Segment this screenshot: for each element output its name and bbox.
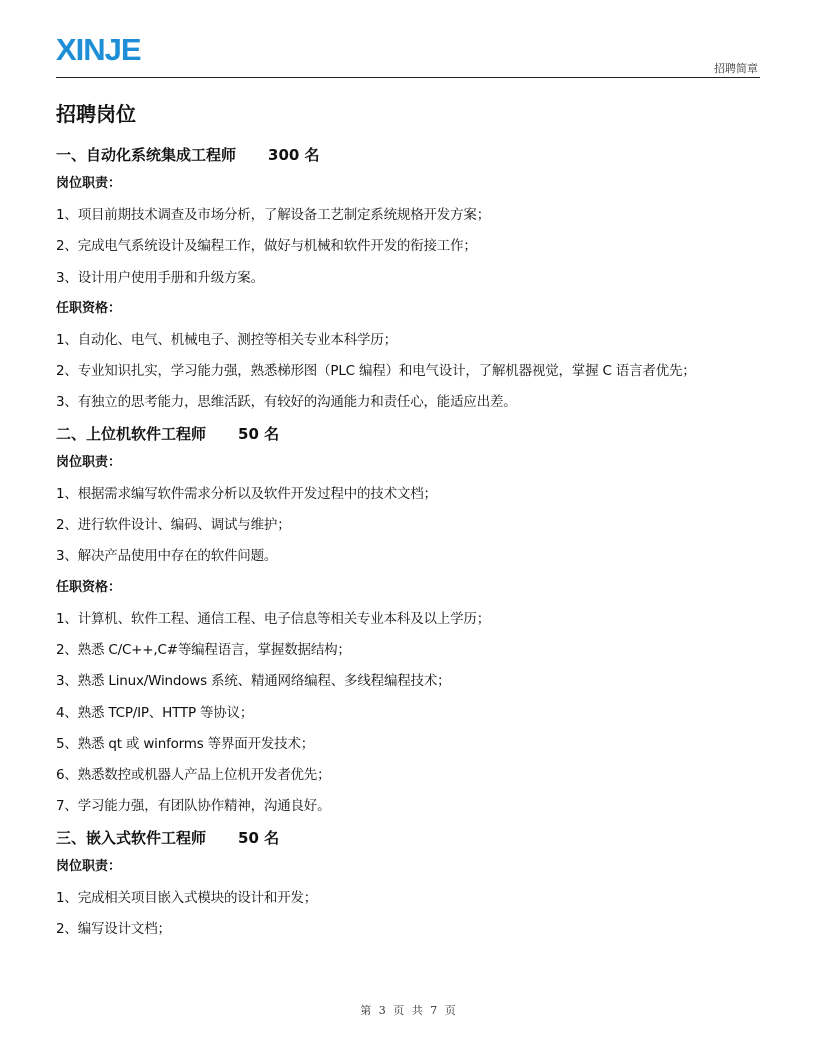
position-heading (56, 143, 766, 172)
list-item: 2、编写设计文档； (56, 921, 171, 938)
section-label-qualifications: 任职资格： (56, 300, 122, 316)
qualifications-list (56, 328, 766, 422)
section-label-qualifications: 任职资格： (56, 579, 122, 595)
xinje-logo: XINJE (56, 32, 141, 67)
duties-list (56, 203, 766, 297)
document-type-label: 招聘简章 (714, 62, 758, 75)
page-number: 第 3 页 共 7 页 (360, 1004, 456, 1017)
header-divider (56, 77, 760, 78)
section-label-duties: 岗位职责： (56, 454, 122, 470)
duties-list (56, 886, 766, 949)
list-item: 2、完成电气系统设计及编程工作，做好与机械和软件开发的衔接工作； (56, 238, 477, 255)
page-title: 招聘岗位 (56, 102, 136, 126)
position-block (56, 422, 766, 826)
list-item: 1、完成相关项目嵌入式模块的设计和开发； (56, 889, 318, 906)
position-heading (56, 826, 766, 855)
list-item: 3、解决产品使用中存在的软件问题。 (56, 548, 278, 565)
list-item: 7、学习能力强，有团队协作精神，沟通良好。 (56, 798, 331, 815)
list-item: 3、熟悉 Linux/Windows 系统、精通网络编程、多线程编程技术； (56, 673, 451, 690)
positions-content (56, 143, 766, 948)
qualifications-list (56, 607, 766, 826)
list-item: 1、自动化、电气、机械电子、测控等相关专业本科学历； (56, 331, 397, 348)
position-count: 50 名 (238, 424, 280, 443)
list-item: 2、进行软件设计、编码、调试与维护； (56, 517, 291, 534)
section-label-duties: 岗位职责： (56, 176, 122, 191)
list-item: 1、计算机、软件工程、通信工程、电子信息等相关专业本科及以上学历； (56, 610, 490, 627)
list-item: 1、根据需求编写软件需求分析以及软件开发过程中的技术文档； (56, 485, 437, 502)
position-title: 三、嵌入式软件工程师 (56, 828, 207, 847)
list-item: 6、熟悉数控或机器人产品上位机开发者优先； (56, 767, 331, 784)
position-count: 50 名 (238, 828, 280, 847)
list-item: 2、熟悉 C/C++,C#等编程语言，掌握数据结构； (56, 641, 351, 658)
position-title: 二、上位机软件工程师 (56, 424, 207, 443)
position-block (56, 826, 766, 949)
list-item: 4、熟悉 TCP/IP、HTTP 等协议； (56, 704, 254, 721)
duties-list (56, 482, 766, 576)
position-title: 一、自动化系统集成工程师 (56, 146, 237, 164)
position-count: 300 名 (268, 146, 320, 164)
position-heading (56, 422, 766, 451)
section-label-duties: 岗位职责： (56, 858, 122, 874)
list-item: 1、项目前期技术调查及市场分析，了解设备工艺制定系统规格开发方案； (56, 207, 490, 223)
list-item: 3、有独立的思考能力，思维活跃，有较好的沟通能力和责任心，能适应出差。 (56, 394, 517, 411)
position-block (56, 143, 766, 422)
list-item: 5、熟悉 qt 或 winforms 等界面开发技术； (56, 735, 315, 752)
list-item: 3、设计用户使用手册和升级方案。 (56, 269, 264, 286)
list-item: 2、专业知识扎实，学习能力强，熟悉梯形图（PLC 编程）和电气设计，了解机器视觉，掌握 C 语言者优先； (56, 363, 696, 380)
